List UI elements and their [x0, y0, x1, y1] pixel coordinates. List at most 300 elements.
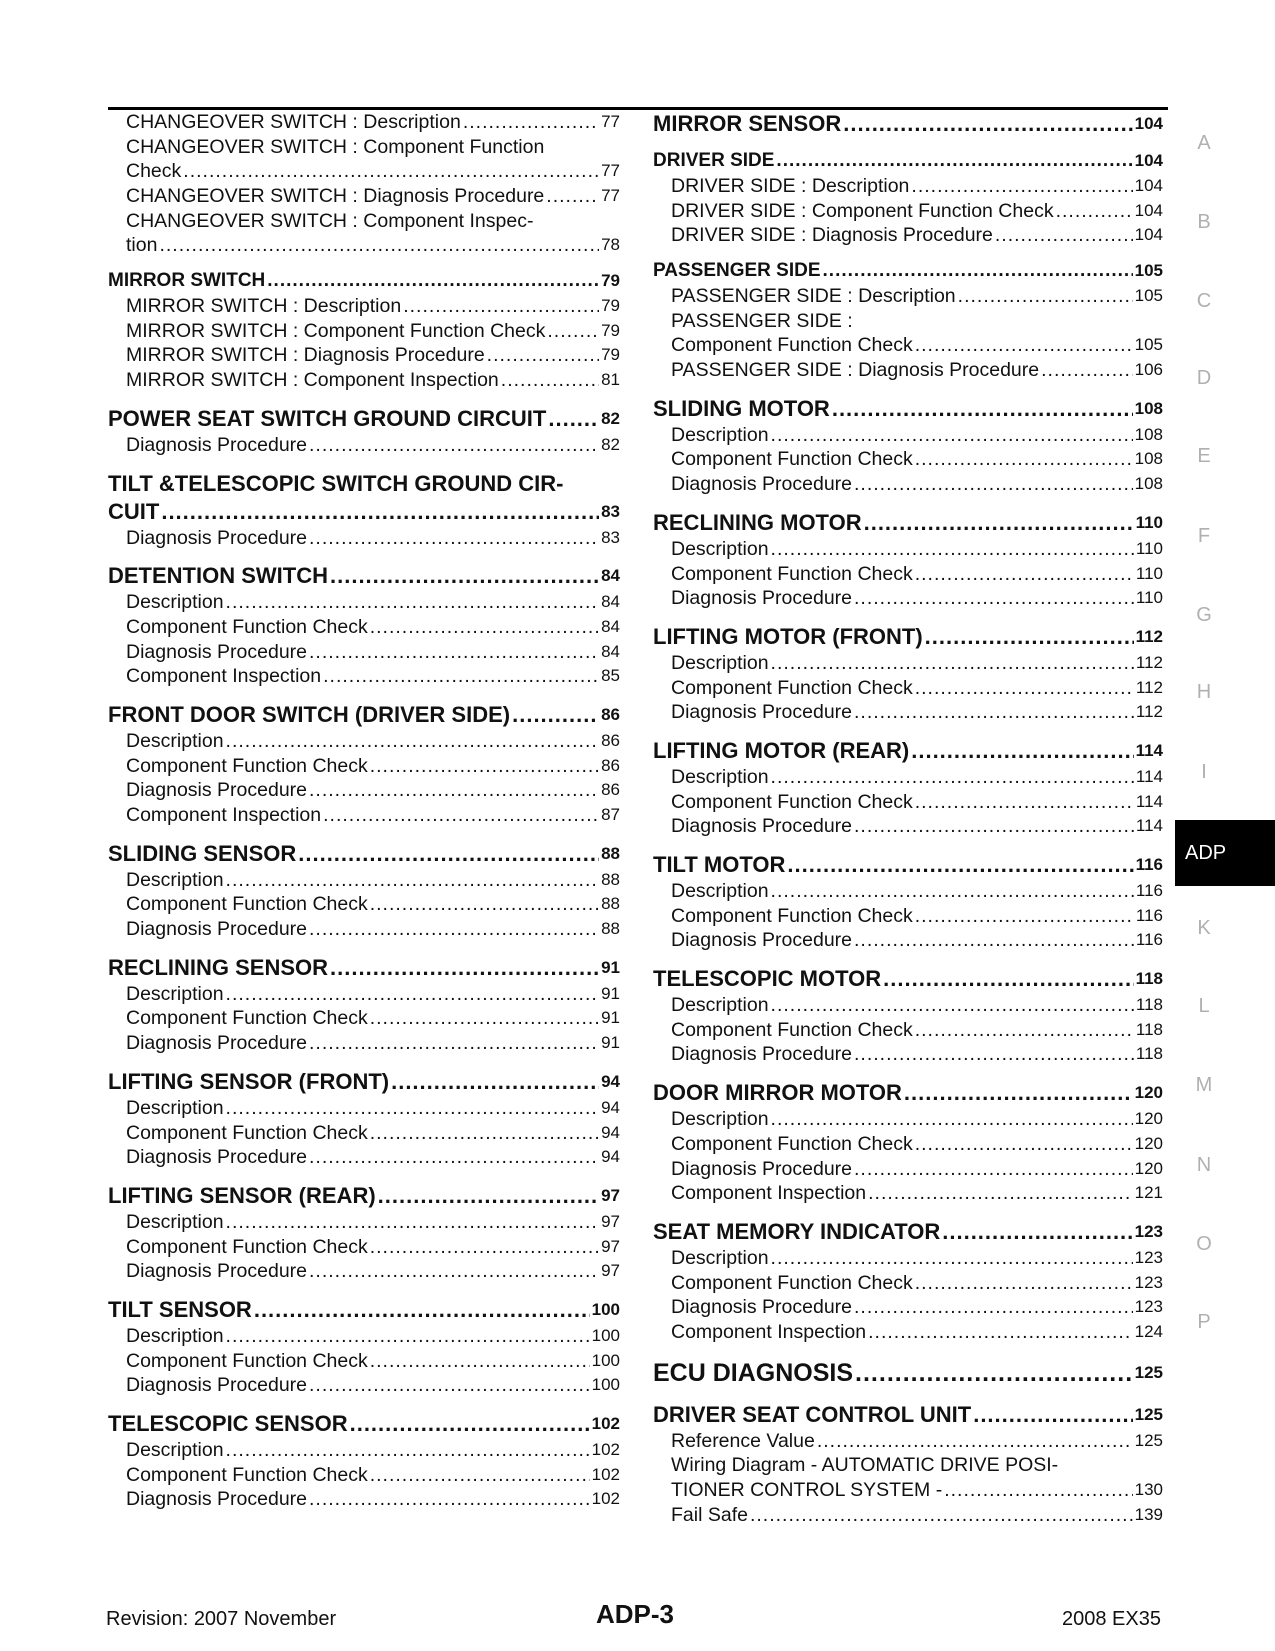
dot-leader	[958, 284, 1133, 309]
toc-entry[interactable]	[653, 284, 1163, 309]
toc-entry[interactable]	[653, 676, 1163, 701]
section-tab-n[interactable]: N	[1196, 1154, 1212, 1176]
toc-heading[interactable]	[653, 509, 1163, 537]
toc-heading[interactable]	[653, 148, 1163, 174]
toc-entry-title: Component Function Check	[671, 676, 913, 699]
toc-entry[interactable]	[653, 1018, 1163, 1043]
toc-entry-page: 124	[1134, 1321, 1163, 1341]
dot-leader	[547, 319, 599, 344]
dot-leader	[323, 664, 599, 689]
toc-entry[interactable]	[653, 1295, 1163, 1320]
toc-entry-title: PASSENGER SIDE	[653, 260, 821, 282]
dot-leader	[370, 892, 599, 917]
dot-leader	[323, 803, 599, 828]
toc-entry[interactable]	[108, 892, 620, 917]
toc-entry[interactable]	[653, 472, 1163, 497]
section-tab-c[interactable]: C	[1196, 290, 1212, 312]
toc-heading[interactable]	[108, 840, 620, 868]
toc-entry-page: 104	[1134, 114, 1163, 133]
toc-entry-title: Diagnosis Procedure	[126, 526, 308, 549]
toc-entry-title: TILT &TELESCOPIC SWITCH GROUND CIR-	[108, 470, 564, 496]
section-tab-f[interactable]: F	[1197, 525, 1211, 547]
toc-entry-page: 123	[1134, 1221, 1163, 1241]
toc-entry-page: 79	[601, 320, 620, 340]
section-tab-b[interactable]: B	[1197, 211, 1211, 233]
toc-entry-title: CHANGEOVER SWITCH : Component Inspec-	[126, 209, 534, 232]
dot-leader	[226, 1096, 600, 1121]
toc-entry-page: 108	[1134, 449, 1163, 469]
toc-entry-page: 84	[601, 592, 620, 612]
toc-entry-page: 97	[601, 1261, 620, 1281]
toc-left-column	[108, 110, 620, 1512]
dot-leader	[854, 472, 1133, 497]
toc-entry[interactable]	[653, 333, 1163, 358]
section-tab-h[interactable]: H	[1196, 681, 1212, 703]
dot-leader	[771, 1246, 1133, 1271]
toc-entry-page: 91	[601, 957, 620, 977]
toc-entry[interactable]	[108, 526, 620, 551]
toc-entry[interactable]	[108, 159, 620, 184]
toc-entry-page: 139	[1134, 1504, 1163, 1524]
toc-entry-title: Component Function Check	[126, 1007, 368, 1030]
toc-entry-title: Component Function Check	[671, 334, 913, 357]
toc-entry-page: 102	[591, 1440, 620, 1460]
dot-leader	[309, 1145, 599, 1170]
toc-heading[interactable]	[108, 562, 620, 590]
toc-entry[interactable]	[108, 1463, 620, 1488]
toc-entry-page: 118	[1135, 995, 1163, 1015]
toc-entry[interactable]	[108, 868, 620, 893]
dot-leader	[370, 1121, 599, 1146]
toc-entry-title: MIRROR SENSOR	[653, 111, 842, 136]
toc-entry[interactable]	[653, 814, 1163, 839]
toc-heading[interactable]	[653, 965, 1163, 993]
toc-entry[interactable]	[108, 664, 620, 689]
toc-entry-title: Check	[126, 160, 182, 183]
toc-entry-page: 112	[1135, 677, 1163, 697]
toc-entry[interactable]	[108, 1007, 620, 1032]
toc-entry-title: Description	[671, 1246, 769, 1269]
dot-leader	[915, 676, 1134, 701]
toc-entry[interactable]	[108, 1121, 620, 1146]
dot-leader	[391, 1068, 599, 1096]
dot-leader	[226, 1438, 590, 1463]
toc-entry-title: CHANGEOVER SWITCH : Description	[126, 110, 461, 133]
dot-leader	[267, 268, 599, 294]
section-tab-g[interactable]: G	[1196, 604, 1212, 626]
toc-entry-page: 81	[601, 370, 620, 390]
toc-heading[interactable]	[108, 1296, 620, 1324]
toc-entry-title: Component Function Check	[671, 1018, 913, 1041]
toc-entry-page: 91	[601, 1008, 620, 1028]
toc-entry[interactable]	[653, 879, 1163, 904]
section-tab-o[interactable]: O	[1196, 1233, 1212, 1255]
toc-entry-page: 102	[591, 1489, 620, 1509]
toc-entry[interactable]	[108, 590, 620, 615]
toc-entry[interactable]	[653, 1503, 1163, 1528]
toc-entry-title: SLIDING MOTOR	[653, 395, 830, 421]
toc-entry-title: TELESCOPIC SENSOR	[108, 1411, 348, 1437]
toc-entry[interactable]	[108, 319, 620, 344]
dot-leader	[883, 965, 1133, 993]
dot-leader	[370, 754, 599, 779]
dot-leader	[226, 590, 600, 615]
section-tab-d[interactable]: D	[1196, 367, 1212, 389]
toc-entry[interactable]	[108, 233, 620, 258]
toc-entry-page: 110	[1135, 512, 1163, 532]
toc-entry[interactable]	[653, 1478, 1163, 1503]
dot-leader	[309, 1259, 599, 1284]
toc-entry[interactable]	[653, 790, 1163, 815]
toc-entry[interactable]	[108, 729, 620, 754]
toc-entry-title: Diagnosis Procedure	[126, 1260, 308, 1283]
toc-entry[interactable]	[108, 1210, 620, 1235]
toc-entry-title: Component Inspection	[126, 804, 322, 827]
toc-entry[interactable]	[108, 1145, 620, 1170]
toc-entry-title: FRONT DOOR SWITCH (DRIVER SIDE)	[108, 702, 511, 727]
toc-entry[interactable]	[653, 1157, 1163, 1182]
section-tab-k[interactable]: K	[1197, 917, 1211, 939]
toc-entry-page: 79	[601, 296, 620, 316]
dot-leader	[855, 1357, 1133, 1389]
dot-leader	[942, 1218, 1132, 1246]
toc-entry[interactable]	[653, 1429, 1163, 1454]
toc-entry-page: 86	[601, 730, 620, 750]
toc-entry-title: RECLINING SENSOR	[108, 954, 329, 980]
toc-entry-page: 120	[1134, 1109, 1163, 1129]
toc-entry[interactable]	[653, 423, 1163, 448]
toc-entry-page: 100	[591, 1325, 620, 1345]
dot-leader	[501, 368, 599, 393]
toc-entry-page: 79	[601, 271, 620, 291]
toc-heading[interactable]	[108, 405, 620, 433]
toc-heading[interactable]	[108, 1182, 620, 1210]
toc-entry	[108, 135, 620, 160]
toc-entry[interactable]	[108, 754, 620, 779]
section-tab-l[interactable]: L	[1198, 995, 1210, 1017]
toc-entry-page: 104	[1134, 200, 1163, 220]
section-tab-adp[interactable]: ADP	[1175, 820, 1275, 886]
toc-entry-title: Diagnosis Procedure	[671, 1157, 853, 1180]
toc-heading[interactable]	[653, 258, 1163, 284]
toc-entry-page: 120	[1134, 1158, 1163, 1178]
dot-leader	[546, 184, 599, 209]
toc-entry-title: TILT MOTOR	[653, 852, 786, 878]
dot-leader	[854, 586, 1134, 611]
section-tab-i[interactable]: I	[1201, 761, 1207, 783]
toc-entry-page: 94	[601, 1147, 620, 1167]
dot-leader	[771, 1107, 1133, 1132]
toc-entry[interactable]	[653, 199, 1163, 224]
toc-entry-page: 86	[601, 755, 620, 775]
toc-entry	[108, 209, 620, 234]
toc-entry[interactable]	[108, 433, 620, 458]
toc-entry-title: Diagnosis Procedure	[671, 1296, 853, 1319]
toc-entry-title: Component Function Check	[671, 790, 913, 813]
toc-entry-page: 94	[601, 1097, 620, 1117]
toc-entry[interactable]	[653, 651, 1163, 676]
toc-entry-title: Description	[126, 982, 224, 1005]
dot-leader	[854, 700, 1134, 725]
dot-leader	[854, 928, 1134, 953]
toc-entry-title: DRIVER SEAT CONTROL UNIT	[653, 1401, 972, 1427]
toc-heading[interactable]	[108, 701, 620, 729]
dot-leader	[330, 562, 599, 590]
toc-entry-page: 105	[1134, 286, 1163, 306]
toc-entry-title: DOOR MIRROR MOTOR	[653, 1080, 902, 1106]
toc-entry[interactable]	[108, 1373, 620, 1398]
toc-entry-title: CHANGEOVER SWITCH : Diagnosis Procedure	[126, 185, 545, 208]
toc-entry-page: 100	[591, 1350, 620, 1370]
toc-entry-title: Description	[126, 1096, 224, 1119]
dot-leader	[750, 1503, 1133, 1528]
toc-entry-title: POWER SEAT SWITCH GROUND CIRCUIT	[108, 405, 547, 431]
toc-entry-page: 102	[591, 1414, 620, 1434]
dot-leader	[776, 148, 1132, 174]
toc-entry[interactable]	[108, 1235, 620, 1260]
toc-entry[interactable]	[108, 184, 620, 209]
toc-entry-title: Diagnosis Procedure	[126, 1146, 308, 1169]
dot-leader	[548, 405, 599, 433]
toc-heading	[108, 470, 620, 498]
toc-entry-title: Diagnosis Procedure	[671, 929, 853, 952]
toc-entry-title: Description	[126, 1439, 224, 1462]
revision-label: Revision: 2007 November	[106, 1608, 337, 1630]
toc-entry-title: Description	[671, 1108, 769, 1131]
toc-entry[interactable]	[653, 1132, 1163, 1157]
dot-leader	[370, 1007, 599, 1032]
dot-leader	[370, 615, 599, 640]
dot-leader	[226, 982, 600, 1007]
dot-leader	[309, 1031, 599, 1056]
toc-heading[interactable]	[653, 1401, 1163, 1429]
toc-entry-page: 118	[1135, 1044, 1163, 1064]
toc-entry-page: 125	[1134, 1362, 1163, 1382]
toc-entry-title: Component Function Check	[126, 754, 368, 777]
toc-entry-page: 112	[1135, 702, 1163, 722]
toc-entry-page: 105	[1134, 335, 1163, 355]
toc-entry-page: 86	[601, 705, 620, 724]
toc-entry-title: Description	[126, 1210, 224, 1233]
toc-entry[interactable]	[108, 1487, 620, 1512]
toc-entry-title: Component Function Check	[671, 562, 913, 585]
dot-leader	[771, 765, 1134, 790]
toc-entry[interactable]	[108, 294, 620, 319]
dot-leader	[309, 526, 599, 551]
dot-leader	[159, 233, 599, 258]
toc-entry-title: Component Function Check	[126, 893, 368, 916]
toc-entry[interactable]	[653, 904, 1163, 929]
toc-entry[interactable]	[108, 1438, 620, 1463]
toc-entry-title: PASSENGER SIDE :	[671, 309, 853, 332]
toc-entry-title: MIRROR SWITCH	[108, 270, 266, 292]
dot-leader	[787, 851, 1133, 879]
toc-entry-title: DRIVER SIDE : Description	[671, 174, 910, 197]
toc-heading[interactable]	[653, 623, 1163, 651]
toc-entry-page: 97	[601, 1211, 620, 1231]
toc-entry[interactable]	[653, 586, 1163, 611]
toc-heading[interactable]	[108, 954, 620, 982]
toc-entry[interactable]	[653, 1320, 1163, 1345]
toc-entry-title: DRIVER SIDE : Diagnosis Procedure	[671, 224, 993, 247]
toc-entry-page: 82	[601, 434, 620, 454]
toc-heading[interactable]	[108, 268, 620, 294]
toc-heading[interactable]	[108, 1068, 620, 1096]
section-tab-p[interactable]: P	[1197, 1311, 1211, 1333]
toc-entry-page: 110	[1135, 563, 1163, 583]
toc-entry[interactable]	[108, 1349, 620, 1374]
toc-entry-title: Component Function Check	[126, 1235, 368, 1258]
dot-leader	[843, 110, 1132, 138]
toc-entry[interactable]	[653, 562, 1163, 587]
toc-entry-page: 108	[1134, 424, 1163, 444]
toc-entry[interactable]	[653, 1181, 1163, 1206]
toc-entry-title: Description	[671, 994, 769, 1017]
toc-entry-title: DETENTION SWITCH	[108, 563, 328, 589]
toc-entry-title: Diagnosis Procedure	[671, 815, 853, 838]
dot-leader	[330, 954, 599, 982]
dot-leader	[254, 1296, 590, 1324]
toc-entry-title: DRIVER SIDE : Component Function Check	[671, 199, 1054, 222]
toc-entry-title: Diagnosis Procedure	[126, 640, 308, 663]
toc-heading[interactable]	[653, 1079, 1163, 1107]
toc-entry[interactable]	[108, 344, 620, 369]
toc-heading[interactable]	[653, 1357, 1163, 1389]
toc-entry-title: Diagnosis Procedure	[126, 779, 308, 802]
toc-entry-title: Component Function Check	[126, 1463, 368, 1486]
toc-entry[interactable]	[108, 615, 620, 640]
toc-entry-page: 84	[601, 641, 620, 661]
dot-leader	[915, 1271, 1133, 1296]
toc-entry[interactable]	[108, 917, 620, 942]
toc-entry-page: 84	[601, 616, 620, 636]
section-tab-a[interactable]: A	[1197, 132, 1211, 154]
toc-entry[interactable]	[653, 358, 1163, 383]
toc-entry-title: Description	[671, 765, 769, 788]
toc-entry[interactable]	[653, 1271, 1163, 1296]
toc-entry-page: 91	[601, 1033, 620, 1053]
toc-entry-page: 85	[601, 666, 620, 686]
toc-entry-page: 84	[601, 566, 620, 586]
toc-entry-page: 88	[601, 894, 620, 914]
toc-entry[interactable]	[653, 1107, 1163, 1132]
toc-entry-title: Diagnosis Procedure	[126, 1374, 308, 1397]
toc-entry[interactable]	[108, 1096, 620, 1121]
toc-entry[interactable]	[108, 1031, 620, 1056]
toc-entry-page: 77	[601, 111, 620, 131]
toc-entry[interactable]	[653, 993, 1163, 1018]
dot-leader	[868, 1320, 1133, 1345]
toc-entry-title: CHANGEOVER SWITCH : Component Function	[126, 135, 545, 158]
toc-entry-title: Component Function Check	[671, 448, 913, 471]
toc-entry-page: 77	[601, 161, 620, 181]
toc-heading[interactable]	[653, 395, 1163, 423]
toc-entry-title: Description	[126, 591, 224, 614]
toc-entry-title: Diagnosis Procedure	[126, 918, 308, 941]
toc-entry[interactable]	[108, 640, 620, 665]
toc-entry-page: 97	[601, 1185, 620, 1205]
toc-entry[interactable]	[653, 1043, 1163, 1068]
toc-entry-title: Diagnosis Procedure	[126, 433, 308, 456]
toc-entry-title: MIRROR SWITCH : Description	[126, 295, 402, 318]
model-label: 2008 EX35	[1062, 1608, 1161, 1630]
toc-entry-page: 121	[1134, 1183, 1163, 1203]
toc-entry-page: 116	[1135, 930, 1163, 950]
toc-entry[interactable]	[653, 700, 1163, 725]
toc-heading[interactable]	[653, 737, 1163, 765]
toc-entry[interactable]	[653, 928, 1163, 953]
toc-entry-title: Diagnosis Procedure	[671, 473, 853, 496]
toc-entry-title: DRIVER SIDE	[653, 150, 775, 171]
toc-entry-page: 82	[601, 408, 620, 428]
toc-entry[interactable]	[108, 368, 620, 393]
dot-leader	[226, 729, 600, 754]
toc-heading[interactable]	[653, 110, 1163, 138]
toc-entry-title: TIONER CONTROL SYSTEM -	[671, 1479, 943, 1502]
section-tab-m[interactable]: M	[1195, 1074, 1213, 1096]
toc-entry-page: 94	[601, 1071, 620, 1091]
dot-leader	[370, 1463, 590, 1488]
toc-entry[interactable]	[653, 537, 1163, 562]
toc-entry-page: 123	[1134, 1247, 1163, 1267]
toc-entry-title: Diagnosis Procedure	[671, 1043, 853, 1066]
toc-entry[interactable]	[653, 223, 1163, 248]
toc-entry[interactable]	[108, 110, 620, 135]
dot-leader	[226, 1324, 590, 1349]
toc-heading[interactable]	[653, 1218, 1163, 1246]
toc-entry-page: 88	[601, 843, 620, 863]
toc-entry-page: 108	[1134, 398, 1163, 418]
section-tab-e[interactable]: E	[1197, 445, 1211, 467]
dot-leader	[995, 223, 1133, 248]
toc-heading[interactable]	[108, 1410, 620, 1438]
toc-entry-title: SEAT MEMORY INDICATOR	[653, 1218, 941, 1244]
toc-entry-title: MIRROR SWITCH : Component Inspection	[126, 369, 499, 392]
toc-entry-title: Component Function Check	[671, 1132, 913, 1155]
toc-entry-title: Component Inspection	[671, 1182, 867, 1205]
toc-entry[interactable]	[653, 448, 1163, 473]
toc-entry[interactable]	[653, 1246, 1163, 1271]
dot-leader	[911, 174, 1132, 199]
toc-entry[interactable]	[108, 1259, 620, 1284]
toc-entry-page: 105	[1134, 261, 1163, 281]
toc-entry-page: 83	[601, 501, 620, 521]
dot-leader	[226, 868, 600, 893]
toc-entry[interactable]	[653, 174, 1163, 199]
toc-entry-page: 118	[1135, 969, 1163, 989]
toc-entry[interactable]	[653, 765, 1163, 790]
toc-heading[interactable]	[108, 498, 620, 526]
toc-entry-page: 123	[1134, 1297, 1163, 1317]
dot-leader	[854, 814, 1134, 839]
toc-entry[interactable]	[108, 982, 620, 1007]
toc-heading[interactable]	[653, 851, 1163, 879]
toc-entry-title: Description	[671, 423, 769, 446]
toc-entry-page: 114	[1135, 766, 1163, 786]
dot-leader	[161, 498, 599, 526]
toc-entry[interactable]	[108, 1324, 620, 1349]
dot-leader	[309, 917, 599, 942]
dot-leader	[463, 110, 599, 135]
toc-entry-title: Component Function Check	[671, 1271, 913, 1294]
dot-leader	[915, 333, 1133, 358]
toc-entry[interactable]	[108, 778, 620, 803]
dot-leader	[771, 651, 1134, 676]
toc-entry-title: LIFTING MOTOR (REAR)	[653, 738, 910, 763]
dot-leader	[915, 1132, 1133, 1157]
dot-leader	[771, 993, 1134, 1018]
toc-entry[interactable]	[108, 803, 620, 828]
